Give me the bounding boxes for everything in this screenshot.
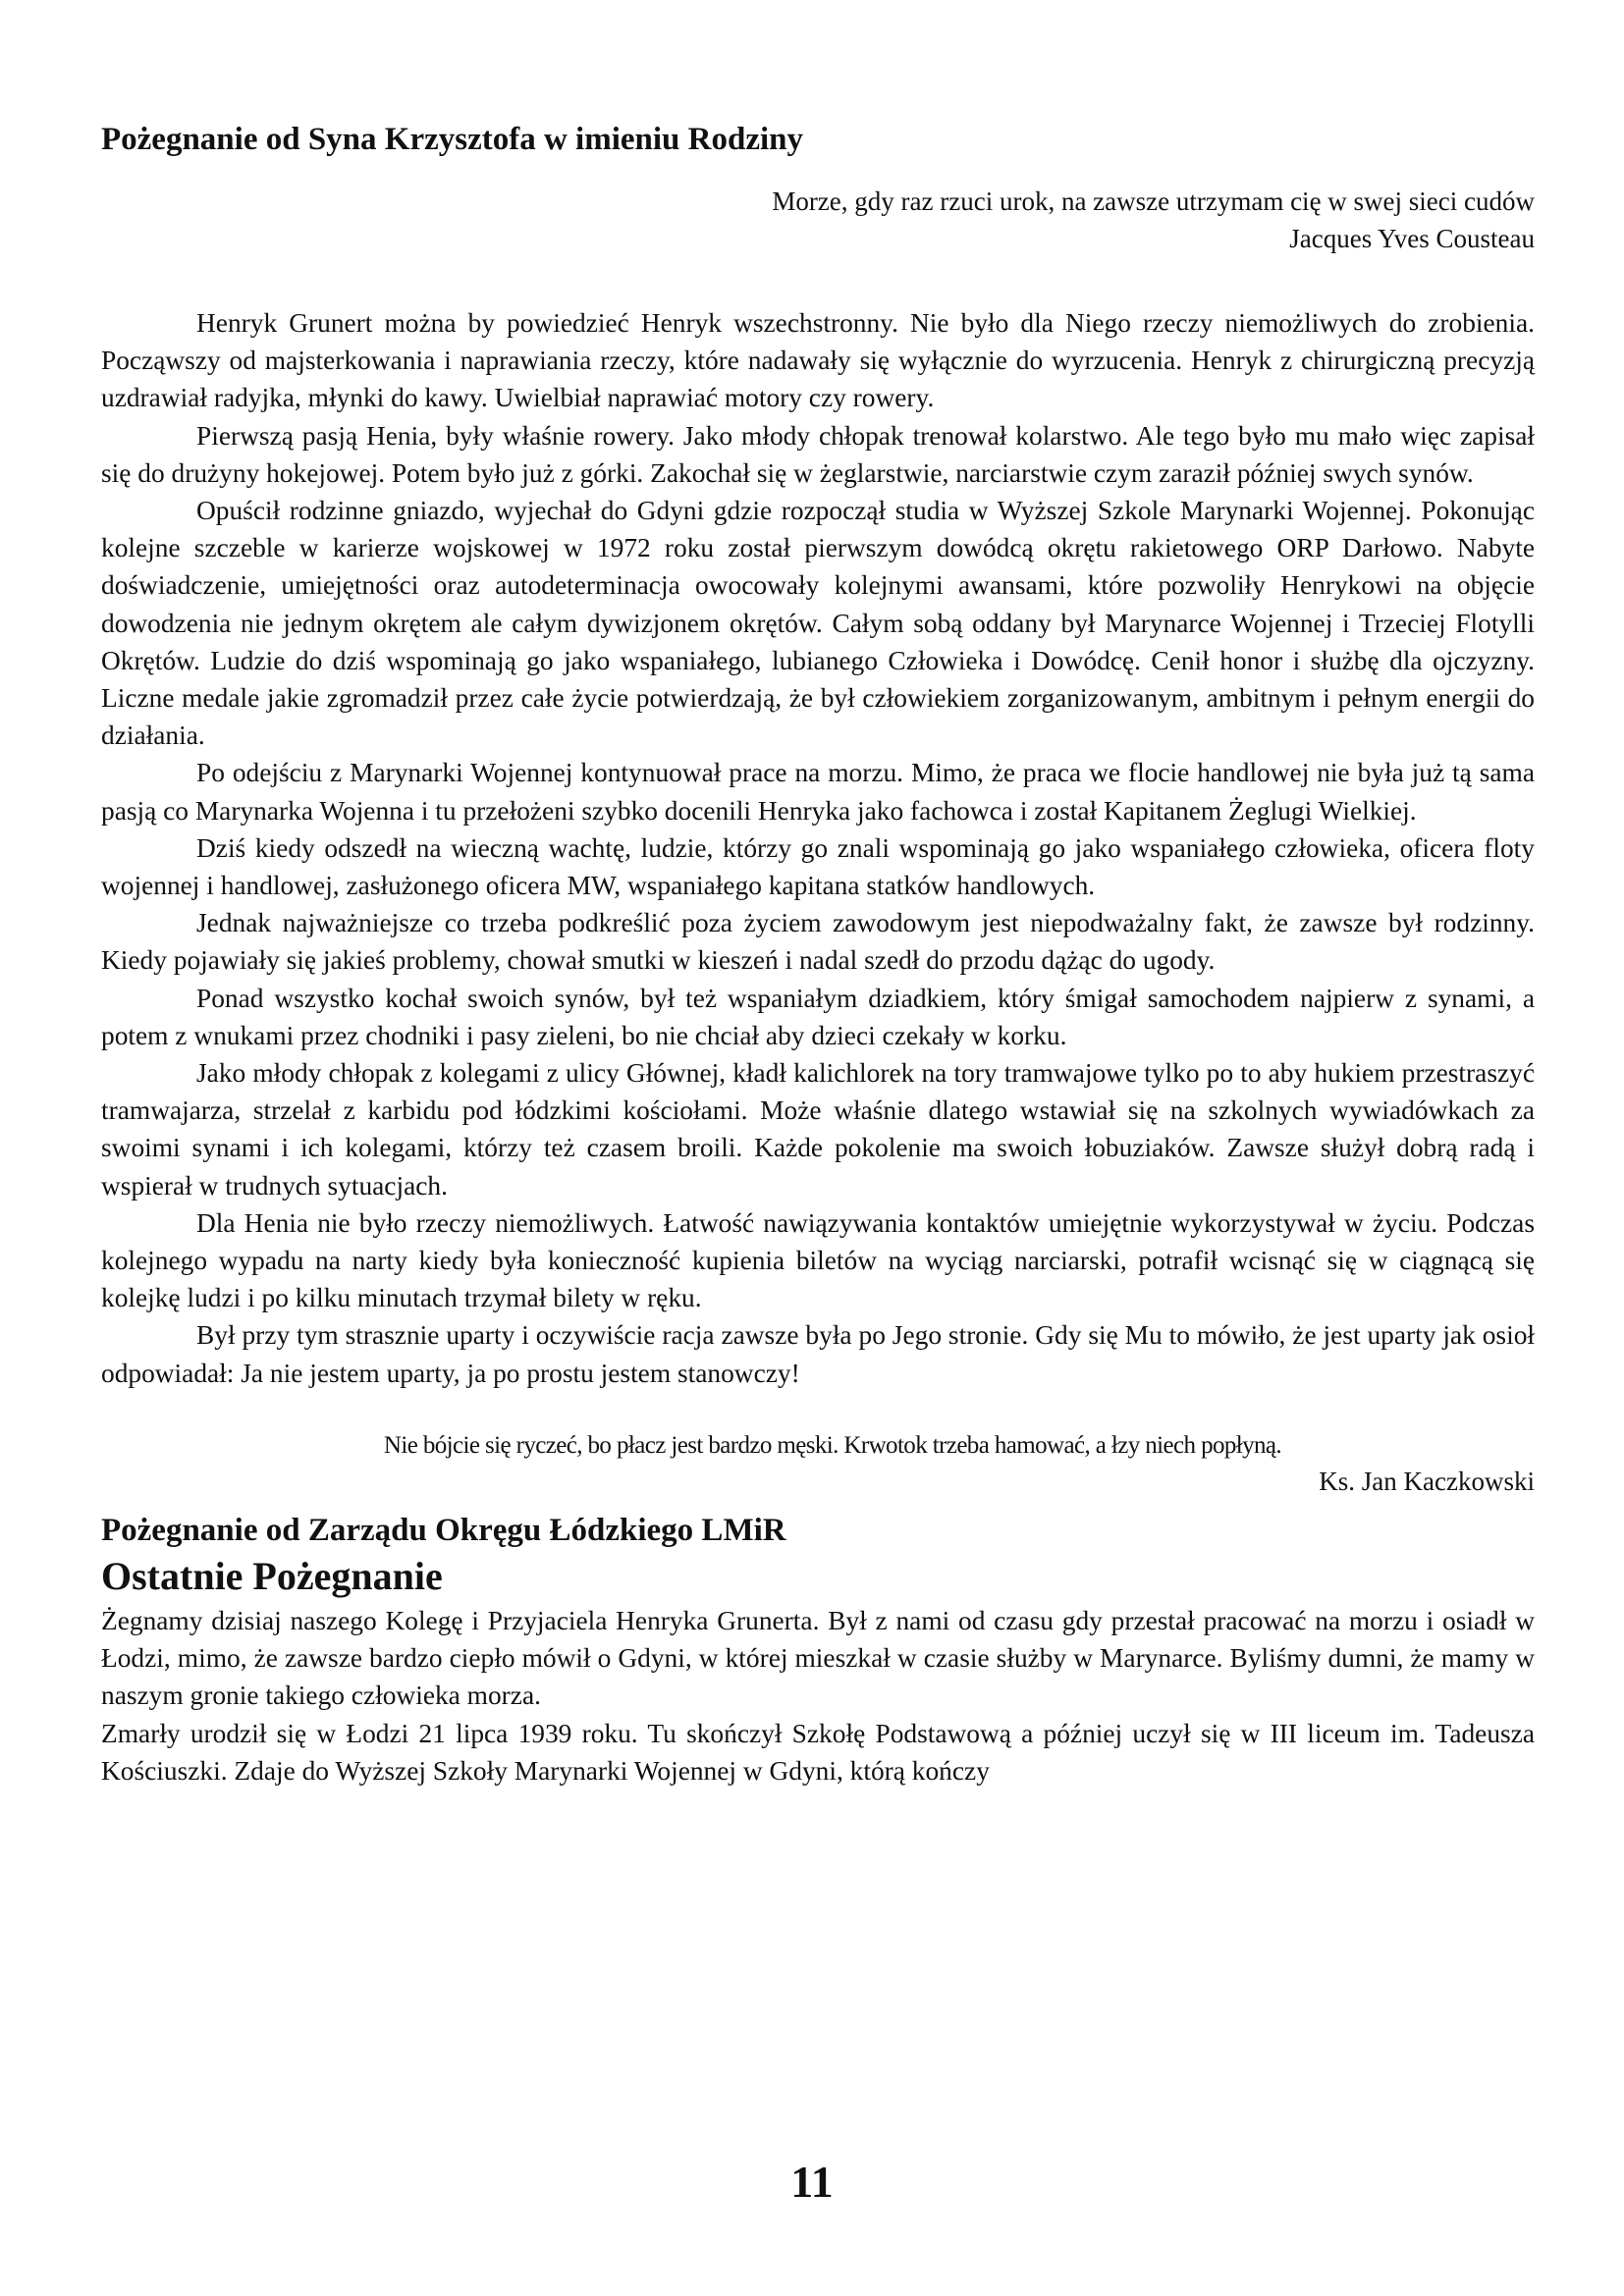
- paragraph: Był przy tym strasznie uparty i oczywiście racja zawsze była po Jego stronie. Gdy się Mu to mówiło, że jest uparty jak osioł odpowiadał: Ja nie jestem uparty, ja po prostu jestem stanowczy!: [101, 1320, 1535, 1388]
- paragraph: Opuścił rodzinne gniazdo, wyjechał do Gdyni gdzie rozpoczął studia w Wyższej Szkole Marynarki Wojennej. Pokonując kolejne szczeble w karierze wojskowej w 1972 roku został pierwszym dowódcą okrętu rakietowego ORP Darłowo. Nabyte doświadczenie, umiejętności oraz autodeterminacja owocowały kolejnymi awansami, które pozwoliły Henrykowi na objęcie dowodzenia nie jednym okrętem ale całym dywizjonem okrętów. Całym sobą oddany był Marynarce Wojennej i Trzeciej Flotylli Okrętów. Ludzie do dziś wspominają go jako wspaniałego, lubianego Człowieka i Dowódcę. Cenił honor i służbę dla ojczyzny. Liczne medale jakie zgromadził przez całe życie potwierdzają, że był człowiekiem zorganizowanym, ambitnym i pełnym energii do działania.: [101, 496, 1535, 751]
- paragraph: Henryk Grunert można by powiedzieć Henryk wszechstronny. Nie było dla Niego rzeczy niemożliwych do zrobienia. Począwszy od majsterkowania i naprawiania rzeczy, które nadawały się wyłącznie do wyrzucenia. Henryk z chirurgiczną precyzją uzdrawiał radyjka, młynki do kawy. Uwielbiał naprawiać motory czy rowery.: [101, 308, 1535, 413]
- section-title-family-farewell: Pożegnanie od Syna Krzysztofa w imieniu Rodziny: [101, 122, 803, 157]
- lmir-farewell-body: [101, 1602, 1535, 1789]
- paragraph: Dziś kiedy odszedł na wieczną wachtę, ludzie, którzy go znali wspominają go jako wspaniałego człowieka, oficera floty wojennej i handlowej, zasłużonego oficera MW, wspaniałego kapitana statków handlowych.: [101, 832, 1535, 901]
- section-subtitle: Ostatnie Pożegnanie: [101, 1553, 443, 1598]
- family-farewell-body: [101, 304, 1535, 1392]
- epigraph-author: Jacques Yves Cousteau: [1289, 224, 1535, 253]
- section-title-lmir-farewell: Pożegnanie od Zarządu Okręgu Łódzkiego LMiR: [101, 1512, 786, 1548]
- document-page: [101, 116, 1535, 1789]
- paragraph: Zmarły urodził się w Łodzi 21 lipca 1939 roku. Tu skończył Szkołę Podstawową a później uczył się w III liceum im. Tadeusza Kościuszki. Zdaje do Wyższej Szkoły Marynarki Wojennej w Gdyni, którą kończy: [101, 1718, 1535, 1786]
- paragraph: Dla Henia nie było rzeczy niemożliwych. Łatwość nawiązywania kontaktów umiejętnie wykorzystywał w życiu. Podczas kolejnego wypadu na narty kiedy była konieczność kupienia biletów na wyciąg narciarski, potrafił wcisnąć się w ciągnącą się kolejkę ludzi i po kilku minutach trzymał bilety w ręku.: [101, 1207, 1535, 1313]
- paragraph: Pierwszą pasją Henia, były właśnie rowery. Jako młody chłopak trenował kolarstwo. Ale tego było mu mało więc zapisał się do drużyny hokejowej. Potem było już z górki. Zakochał się w żeglarstwie, narciarstwie czym zaraził później swych synów.: [101, 420, 1535, 488]
- closing-quote-text: Nie bójcie się ryczeć, bo płacz jest bardzo męski. Krwotok trzeba hamować, a łzy niech popłyną.: [383, 1431, 1282, 1459]
- paragraph: Po odejściu z Marynarki Wojennej kontynuował prace na morzu. Mimo, że praca we flocie handlowej nie była już tą sama pasją co Marynarka Wojenna i tu przełożeni szybko docenili Henryka jako fachowca i został Kapitanem Żeglugi Wielkiej.: [101, 758, 1535, 826]
- closing-quote: [101, 1427, 1535, 1500]
- epigraph: [101, 183, 1535, 257]
- paragraph: Ponad wszystko kochał swoich synów, był też wspaniałym dziadkiem, który śmigał samochodem najpierw z synami, a potem z wnukami przez chodniki i pasy zieleni, bo nie chciał aby dzieci czekały w korku.: [101, 983, 1535, 1050]
- page-number: 11: [790, 2157, 834, 2207]
- paragraph: Jako młody chłopak z kolegami z ulicy Głównej, kładł kalichlorek na tory tramwajowe tylko po to aby hukiem przestraszyć tramwajarza, strzelał z karbidu pod łódzkimi kościołami. Może właśnie dlatego wstawiał się na szkolnych wywiadówkach za swoimi synami i ich kolegami, którzy też czasem broili. Każde pokolenie ma swoich łobuziaków. Zawsze służył dobrą radą i wspierał w trudnych sytuacjach.: [101, 1058, 1535, 1201]
- paragraph: Żegnamy dzisiaj naszego Kolegę i Przyjaciela Henryka Grunerta. Był z nami od czasu gdy przestał pracować na morzu i osiadł w Łodzi, mimo, że zawsze bardzo ciepło mówił o Gdyni, w której mieszkał w czasie służby w Marynarce. Byliśmy dumni, że mamy w naszym gronie takiego człowieka morza.: [101, 1605, 1535, 1711]
- epigraph-text: Morze, gdy raz rzuci urok, na zawsze utrzymam cię w swej sieci cudów: [772, 187, 1535, 216]
- closing-quote-author: Ks. Jan Kaczkowski: [1319, 1466, 1535, 1496]
- paragraph: Jednak najważniejsze co trzeba podkreślić poza życiem zawodowym jest niepodważalny fakt, że zawsze był rodzinny. Kiedy pojawiały się jakieś problemy, chował smutki w kieszeń i nadal szedł do przodu dążąc do ugody.: [101, 908, 1535, 976]
